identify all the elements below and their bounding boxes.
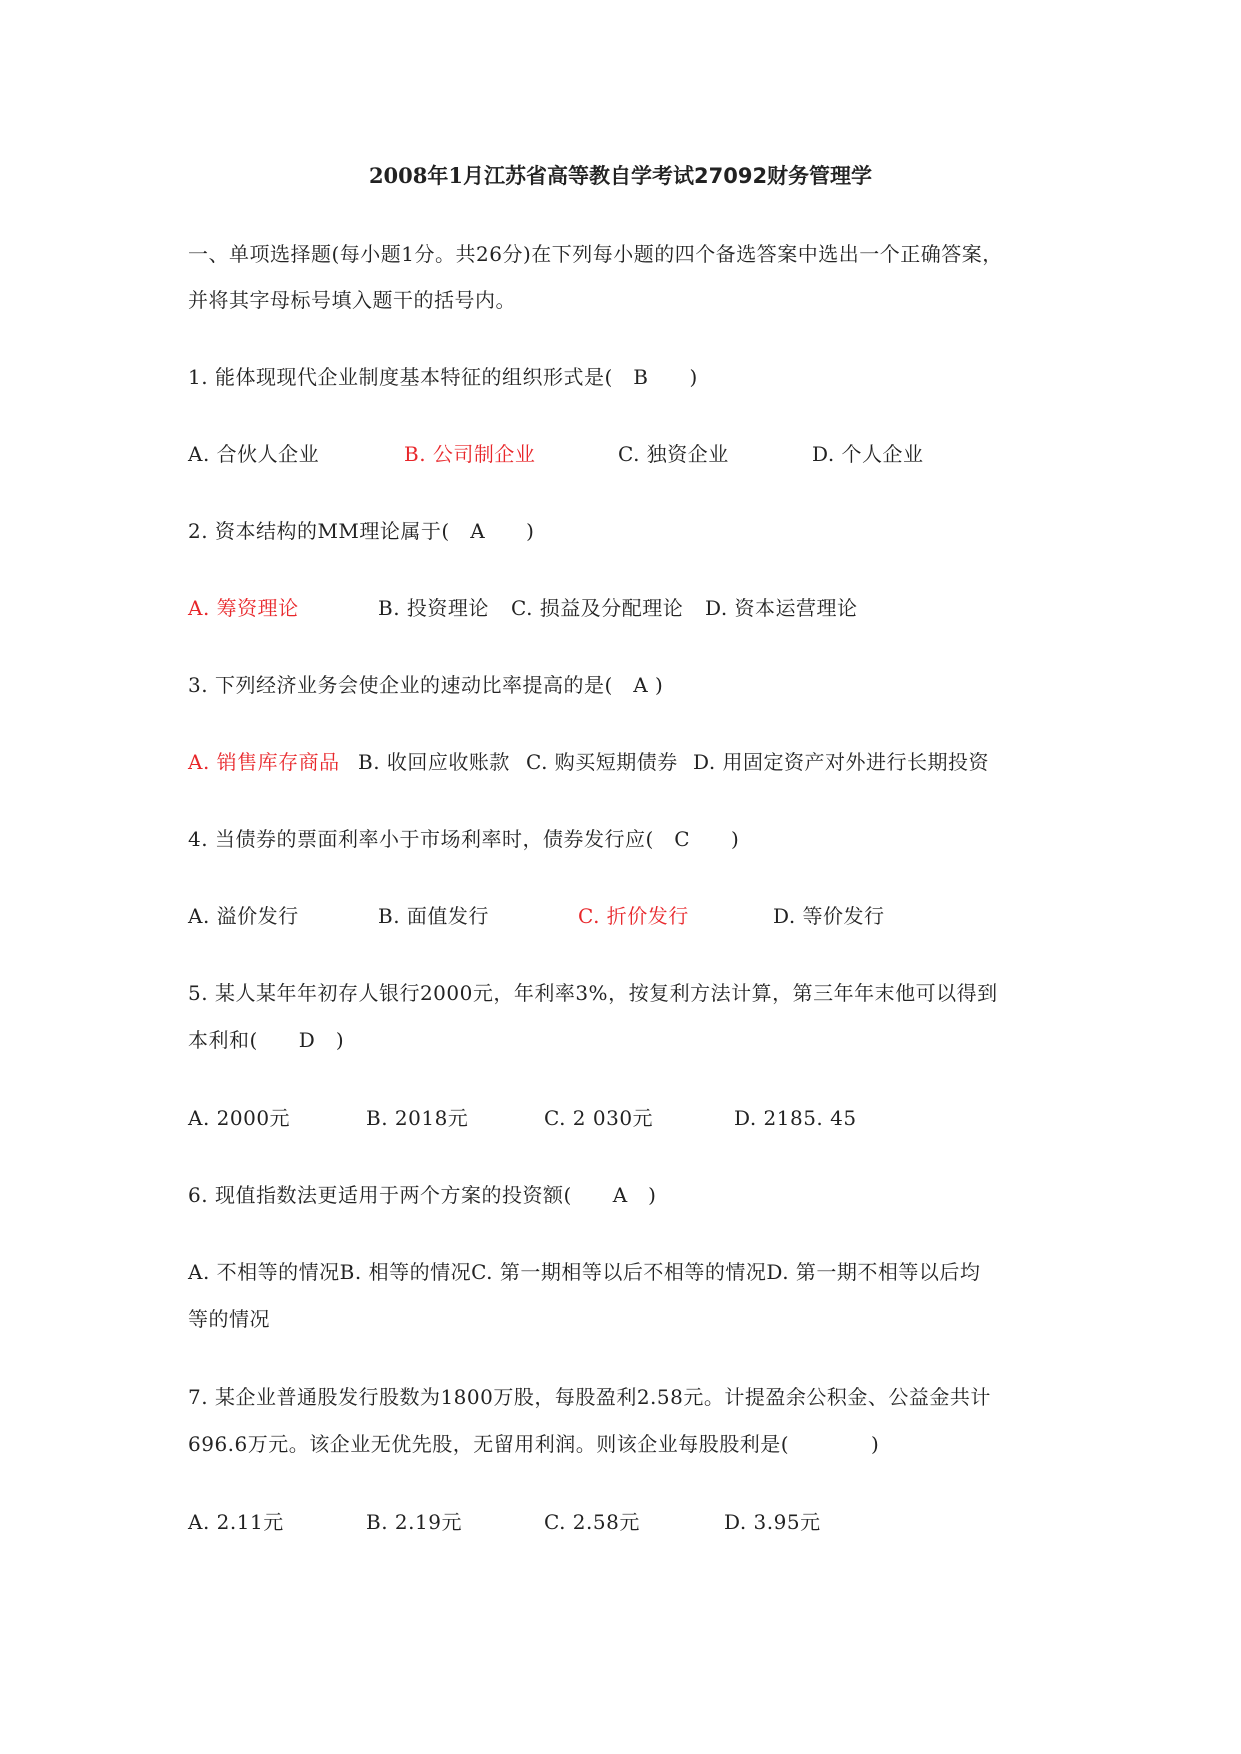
q4-option-b: B. 面值发行 [378, 904, 489, 928]
q5-option-b: B. 2018元 [366, 1106, 469, 1130]
q3-option-b: B. 收回应收账款 [358, 750, 510, 774]
q1-option-a: A. 合伙人企业 [188, 442, 320, 466]
q7-option-d: D. 3.95元 [724, 1510, 821, 1534]
question-5-stem-line-1: 5. 某人某年年初存人银行2000元，年利率3%，按复利方法计算，第三年年末他可以得到 [188, 981, 998, 1005]
q2-option-b: B. 投资理论 [378, 596, 489, 620]
q1-option-c: C. 独资企业 [618, 442, 729, 466]
q2-option-a-correct: A. 筹资理论 [188, 596, 299, 620]
question-7-stem-line-2: 696.6万元。该企业无优先股，无留用利润。则该企业每股股利是( ) [188, 1432, 880, 1456]
question-7-stem-line-1: 7. 某企业普通股发行股数为1800万股，每股盈利2.58元。计提盈余公积金、公益金共计 [188, 1385, 991, 1409]
title-course: 27092财务管理学 [694, 164, 873, 188]
question-2-stem: 2. 资本结构的MM理论属于( A ) [188, 519, 535, 543]
q7-option-b: B. 2.19元 [366, 1510, 462, 1534]
q7-option-a: A. 2.11元 [188, 1510, 284, 1534]
q7-option-c: C. 2.58元 [544, 1510, 640, 1534]
section-instruction-line-2: 并将其字母标号填入题干的括号内。 [188, 288, 516, 312]
question-1-stem: 1. 能体现现代企业制度基本特征的组织形式是( B ) [188, 365, 698, 389]
q1-option-d: D. 个人企业 [812, 442, 924, 466]
q3-option-a-correct: A. 销售库存商品 [188, 750, 340, 774]
q1-option-b-correct: B. 公司制企业 [404, 442, 536, 466]
section-instruction-line-1: 一、单项选择题(每小题1分。共26分)在下列每小题的四个备选答案中选出一个正确答案， [188, 242, 1003, 266]
q5-option-d: D. 2185. 45 [734, 1106, 857, 1130]
question-6-options-line-1: A. 不相等的情况B. 相等的情况C. 第一期相等以后不相等的情况D. 第一期不相等以后均 [188, 1260, 981, 1284]
page-title [0, 162, 1241, 190]
q5-option-a: A. 2000元 [188, 1106, 291, 1130]
q2-option-d: D. 资本运营理论 [705, 596, 858, 620]
q3-option-c: C. 购买短期债券 [526, 750, 678, 774]
q3-option-d: D. 用固定资产对外进行长期投资 [693, 750, 990, 774]
q5-option-c: C. 2 030元 [544, 1106, 654, 1130]
question-3-stem: 3. 下列经济业务会使企业的速动比率提高的是( A ) [188, 673, 664, 697]
question-6-options-line-2: 等的情况 [188, 1307, 270, 1331]
title-prefix: 2008年1月江苏省高等教自学考试 [368, 163, 694, 188]
q4-option-d: D. 等价发行 [773, 904, 885, 928]
q2-option-c: C. 损益及分配理论 [511, 596, 684, 620]
question-6-stem: 6. 现值指数法更适用于两个方案的投资额( A ) [188, 1183, 657, 1207]
question-4-stem: 4. 当债券的票面利率小于市场利率时，债券发行应( C ) [188, 827, 740, 851]
q4-option-c-correct: C. 折价发行 [578, 904, 689, 928]
q4-option-a: A. 溢价发行 [188, 904, 299, 928]
question-5-stem-line-2: 本利和( D ) [188, 1028, 345, 1052]
